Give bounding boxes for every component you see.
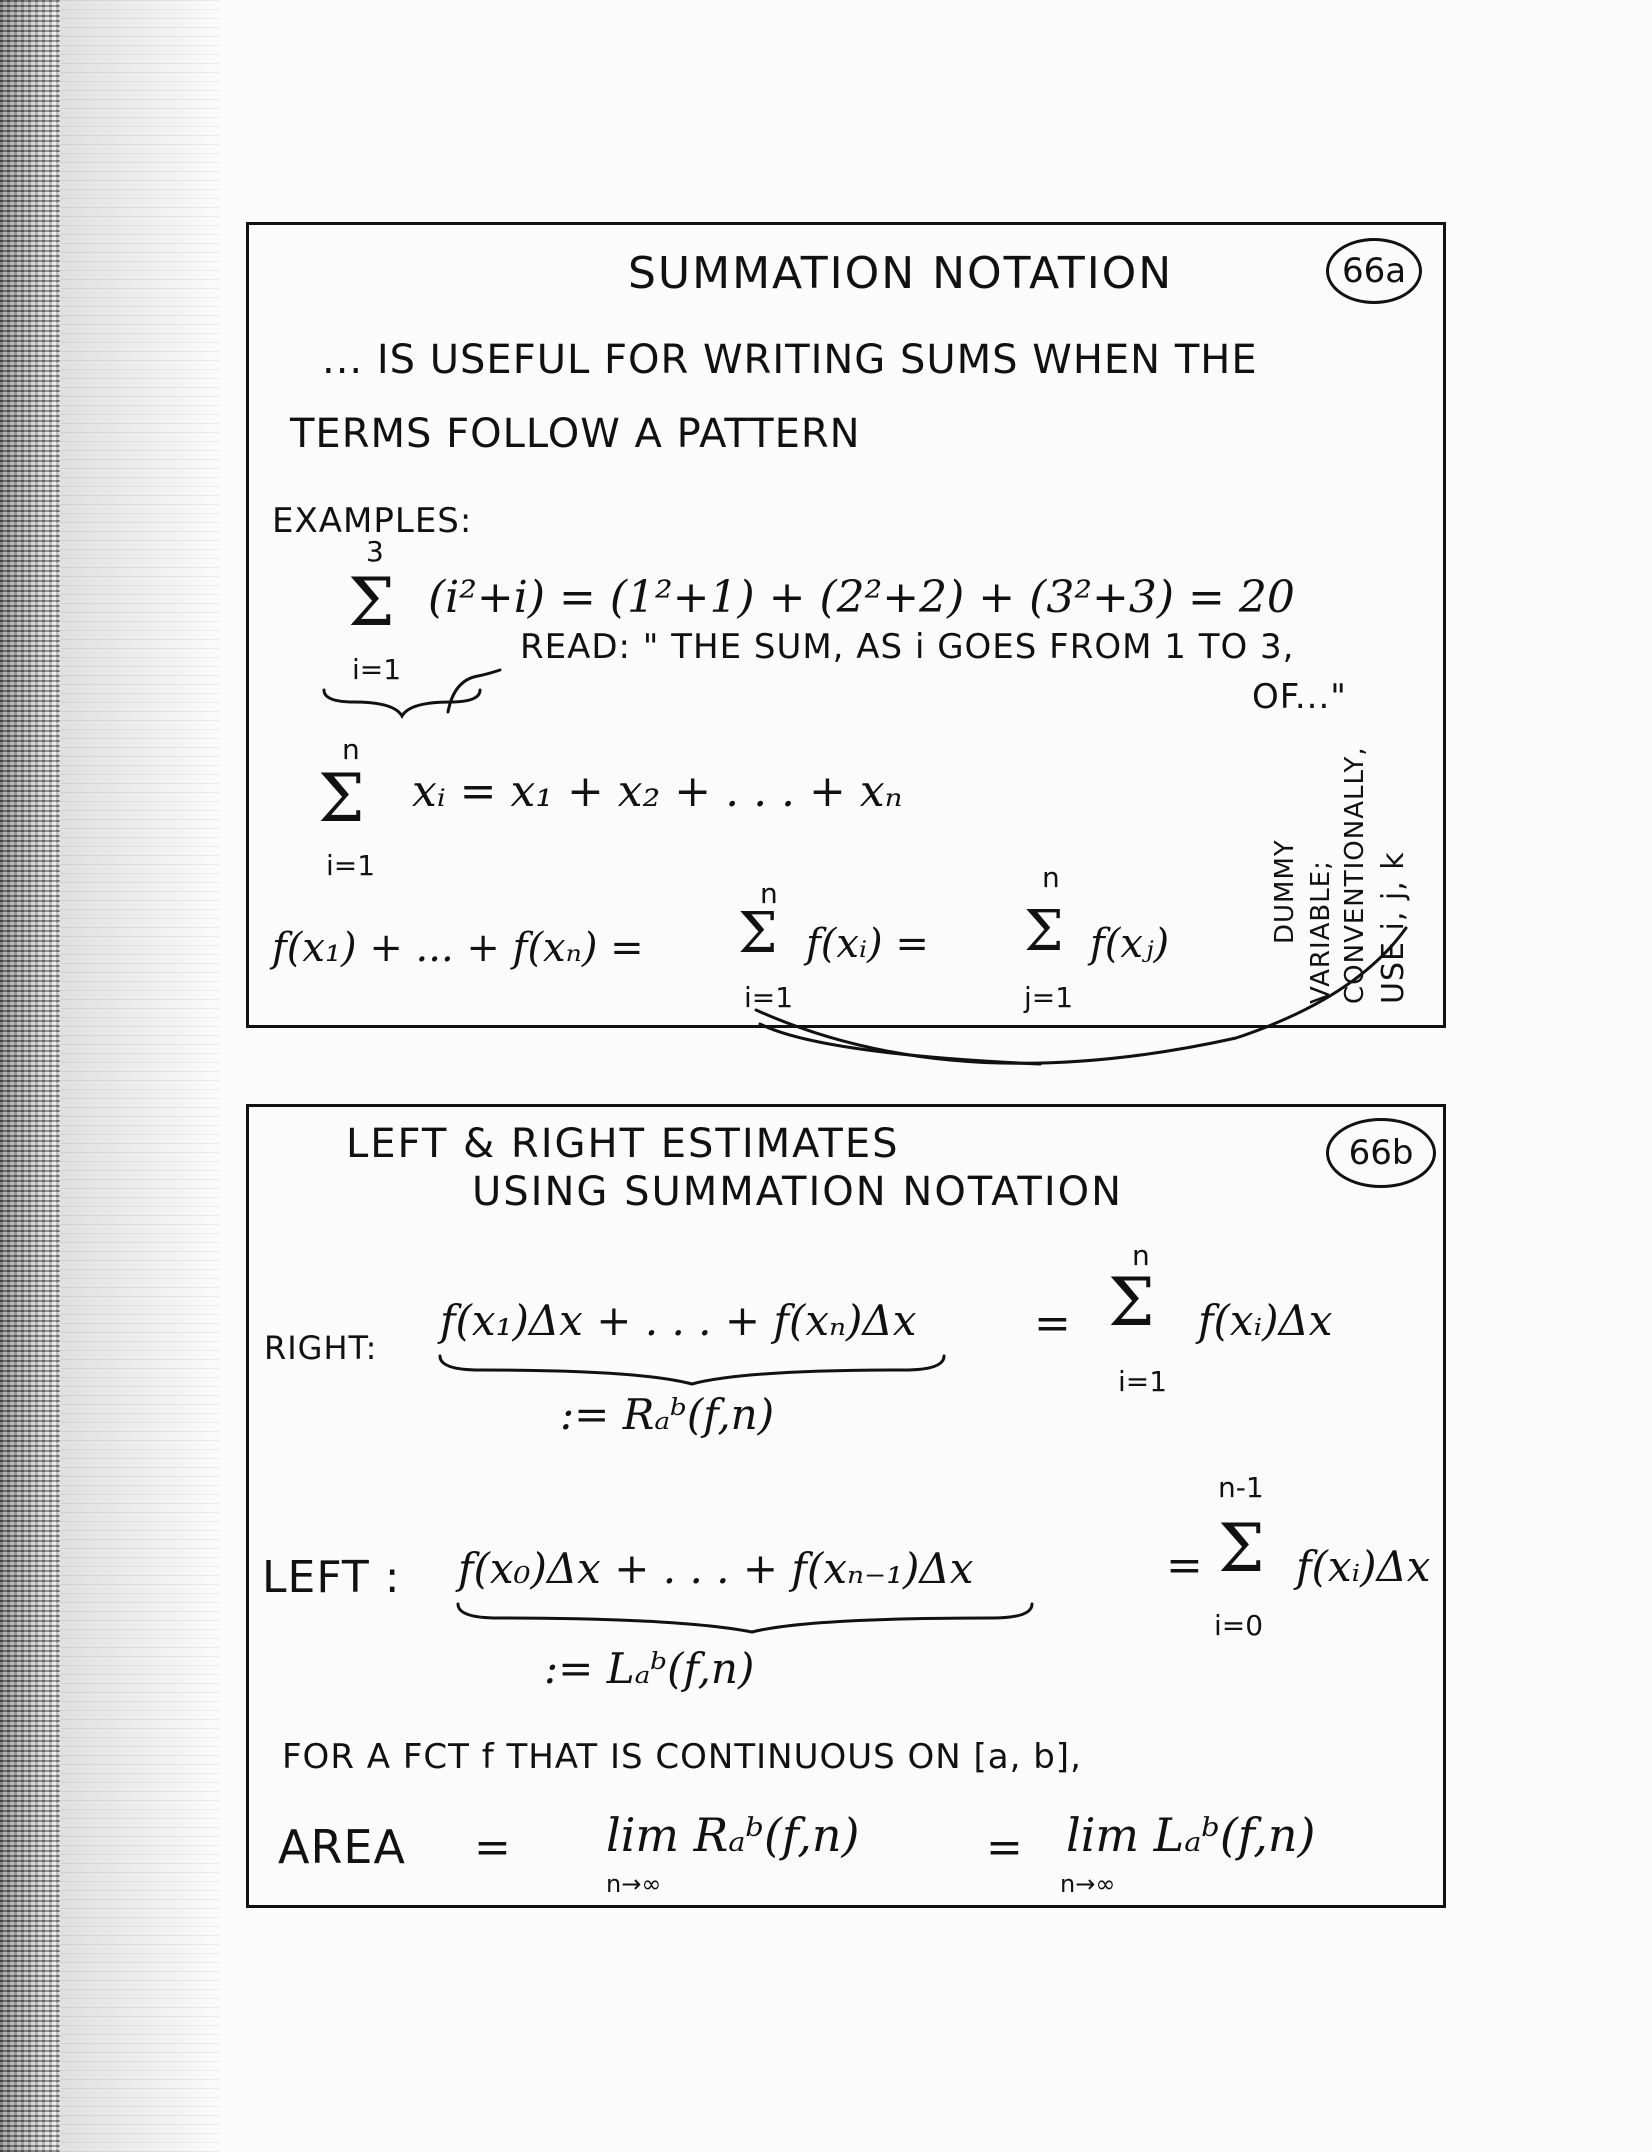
ex2-upper-limit: n [342,733,360,766]
area-limit-right: lim Rₐᵇ(f,n) [606,1808,860,1862]
card-a-title: SUMMATION NOTATION [628,248,1174,299]
area-limit-left-sub: n→∞ [1060,1870,1116,1898]
ex3-left-expression: f(x₁) + ... + f(xₙ) = [272,925,644,971]
ex3-term-1: f(xᵢ) = [806,921,929,967]
ex3-lower-limit-2: j=1 [1024,981,1074,1014]
right-upper-limit: n [1132,1239,1150,1272]
scan-edge-light [60,0,220,2152]
card-b-title-line1: LEFT & RIGHT ESTIMATES [346,1121,900,1167]
right-expression: f(x₁)Δx + . . . + f(xₙ)Δx [440,1296,917,1345]
ex1-upper-limit: 3 [366,535,384,568]
dummy-variable-arrow-left [760,1024,1040,1064]
ex1-read-line2: OF..." [1252,677,1347,717]
left-term: f(xᵢ)Δx [1296,1542,1431,1591]
continuity-statement: FOR A FCT f THAT IS CONTINUOUS ON [a, b], [282,1737,1082,1777]
left-definition: := Lₐᵇ(f,n) [544,1644,755,1693]
card-a-intro-line1: ... IS USEFUL FOR WRITING SUMS WHEN THE [322,337,1258,383]
side-note-line-3: CONVENTIONALLY, [1340,746,1370,1004]
card-b-badge: 66b [1326,1118,1436,1188]
ex1-expression: (i²+i) = (1²+1) + (2²+2) + (3²+3) = 20 [428,572,1295,623]
left-sigma-icon: Σ [1218,1510,1265,1587]
ex2-expression: xᵢ = x₁ + x₂ + . . . + xₙ [412,766,903,817]
card-66b [246,1104,1446,1908]
right-label: RIGHT: [264,1329,378,1367]
card-b-title-line2: USING SUMMATION NOTATION [472,1169,1124,1215]
left-equals: = [1166,1540,1203,1591]
ex1-read-line1: READ: " THE SUM, AS i GOES FROM 1 TO 3, [520,627,1295,667]
left-expression: f(x₀)Δx + . . . + f(xₙ₋₁)Δx [458,1544,974,1593]
ex1-lower-limit: i=1 [352,653,402,686]
right-term: f(xᵢ)Δx [1198,1296,1333,1345]
card-a-badge: 66a [1326,238,1422,304]
right-definition: := Rₐᵇ(f,n) [560,1390,775,1439]
ex3-term-2: f(xⱼ) [1090,921,1170,967]
area-equals-1: = [474,1822,511,1873]
ex3-upper-limit-2: n [1042,861,1060,894]
right-sigma-icon: Σ [1108,1264,1155,1341]
area-label: AREA [278,1820,406,1874]
left-label: LEFT : [262,1552,401,1603]
ex3-lower-limit-1: i=1 [744,981,794,1014]
ex2-lower-limit: i=1 [326,849,376,882]
area-equals-2: = [986,1822,1023,1873]
left-upper-limit: n-1 [1218,1471,1264,1504]
right-lower-limit: i=1 [1118,1365,1168,1398]
right-equals: = [1034,1298,1071,1349]
area-limit-left: lim Lₐᵇ(f,n) [1066,1808,1316,1862]
ex3-sigma-icon-2: Σ [1024,899,1064,964]
ex3-sigma-icon-1: Σ [738,901,778,966]
area-limit-right-sub: n→∞ [606,1870,662,1898]
ex1-sigma-icon: Σ [348,564,395,641]
side-note-line-2: VARIABLE; [1306,860,1336,1004]
card-a-intro-line2: TERMS FOLLOW A PATTERN [290,411,861,457]
left-lower-limit: i=0 [1214,1609,1264,1642]
ex2-sigma-icon: Σ [318,760,365,837]
side-note-line-4: USE i, j, k [1376,851,1411,1004]
scan-edge-dark [0,0,60,2152]
examples-label: EXAMPLES: [272,501,473,541]
side-note-line-1: DUMMY [1270,839,1300,944]
ex3-upper-limit-1: n [760,877,778,910]
